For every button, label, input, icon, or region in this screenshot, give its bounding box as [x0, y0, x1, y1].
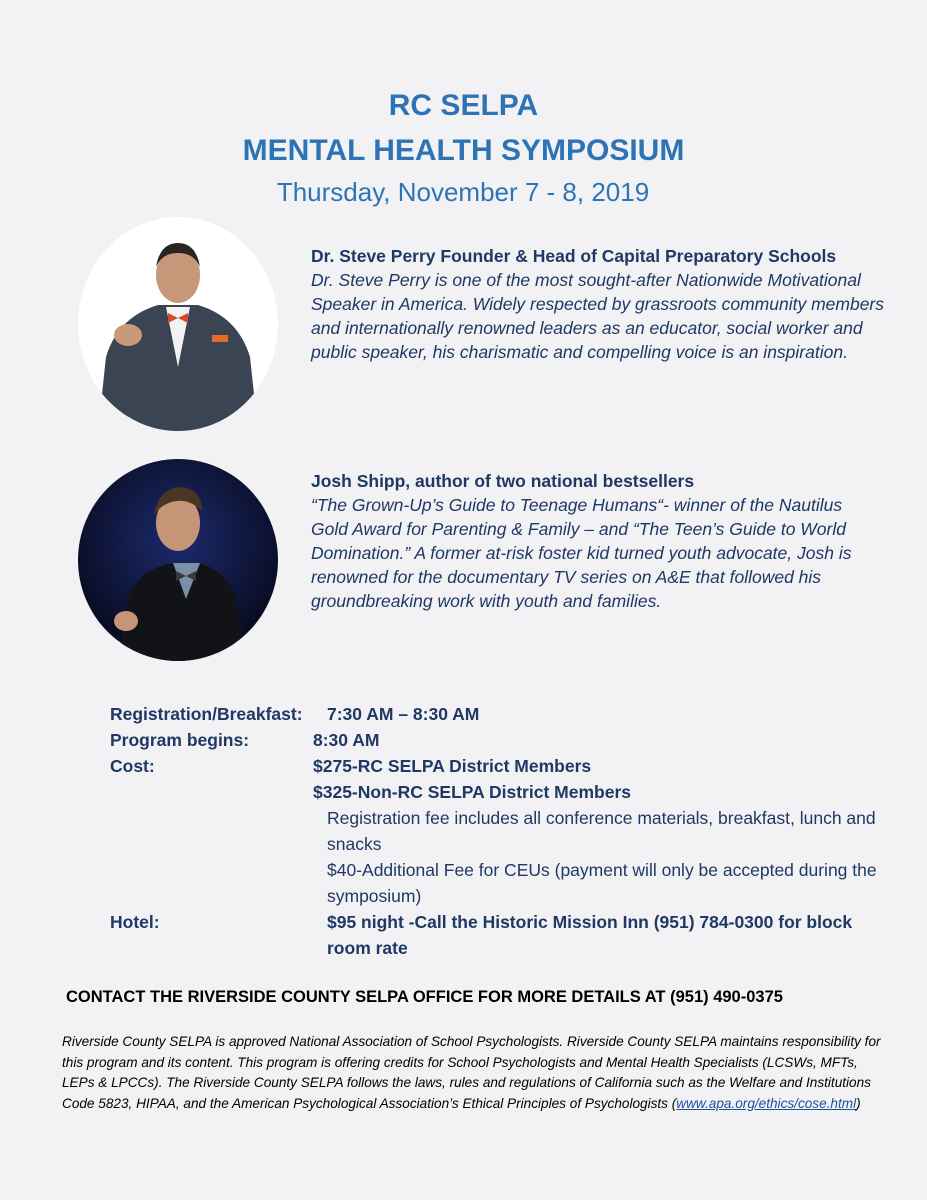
speaker-block-josh-shipp [311, 469, 871, 613]
cost-ceu: $40-Additional Fee for CEUs (payment will only be accepted during the symposium) [327, 860, 877, 906]
speaker-block-steve-perry [311, 244, 901, 364]
event-date: Thursday, November 7 - 8, 2019 [276, 177, 650, 207]
speaker-photo-josh-shipp [78, 459, 278, 661]
speaker-photo-steve-perry [78, 217, 278, 431]
program-time: 8:30 AM [313, 730, 380, 750]
event-details [110, 701, 910, 961]
cost-ceu-row [110, 857, 910, 909]
speaker-bio: Dr. Steve Perry is one of the most sought-after Nationwide Motivational Speaker in America. Widely respected by grassroots community members and internationally renowned leaders as an educator, social worker and public speaker, his charismatic and compelling voice is an inspiration. [311, 270, 885, 362]
cost-nonmember: $325-Non-RC SELPA District Members [313, 782, 631, 802]
cost-includes: Registration fee includes all conference materials, breakfast, lunch and snacks [327, 808, 876, 854]
event-title-line2: MENTAL HEALTH SYMPOSIUM [242, 134, 685, 167]
hotel-row [110, 909, 910, 961]
program-row [110, 727, 910, 753]
footer-text: Riverside County SELPA is approved National Association of School Psychologists. Riverside County SELPA maintains responsibility for this program and its content. This program is offering credits for School Psychologists and Mental Health Specialists (LCSWs, MFTs, LEPs & LPCCs). The Riverside County SELPA follows the laws, rules and regulations of California such as the Welfare and Institutions Code 5823, HIPAA, and the American Psychological Association’s Ethical Principles of Psychologists ( [62, 1034, 881, 1111]
event-title-line1: RC SELPA [388, 89, 539, 122]
registration-label: Registration/Breakfast: [110, 704, 303, 724]
ethics-link[interactable]: www.apa.org/ethics/cose.html [676, 1095, 857, 1111]
speaker-name: Josh Shipp, author of two national bestsellers [311, 471, 695, 491]
hotel-info: $95 night -Call the Historic Mission Inn (951) 784-0300 for block room rate [327, 912, 853, 958]
speaker-bio: “The Grown-Up’s Guide to Teenage Humans“- winner of the Nautilus Gold Award for Parenting & Family – and “The Teen’s Guide to World Domination.” A former at-risk foster kid turned youth advocate, Josh is renowned for the documentary TV series on A&E that followed his groundbreaking work with youth and families. [311, 495, 852, 611]
accreditation-footer [62, 1032, 892, 1114]
contact-line: CONTACT THE RIVERSIDE COUNTY SELPA OFFICE FOR MORE DETAILS AT (951) 490-0375 [66, 988, 783, 1006]
cost-includes-row [110, 805, 910, 857]
program-label: Program begins: [110, 730, 250, 750]
cost-member: $275-RC SELPA District Members [313, 756, 592, 776]
registration-row [110, 701, 910, 727]
cost-label: Cost: [110, 756, 155, 776]
hotel-label: Hotel: [110, 912, 160, 932]
registration-time: 7:30 AM – 8:30 AM [327, 704, 480, 724]
footer-closing: ) [856, 1095, 861, 1111]
speaker-name: Dr. Steve Perry Founder & Head of Capital Preparatory Schools [311, 246, 837, 266]
cost-row [110, 753, 910, 805]
